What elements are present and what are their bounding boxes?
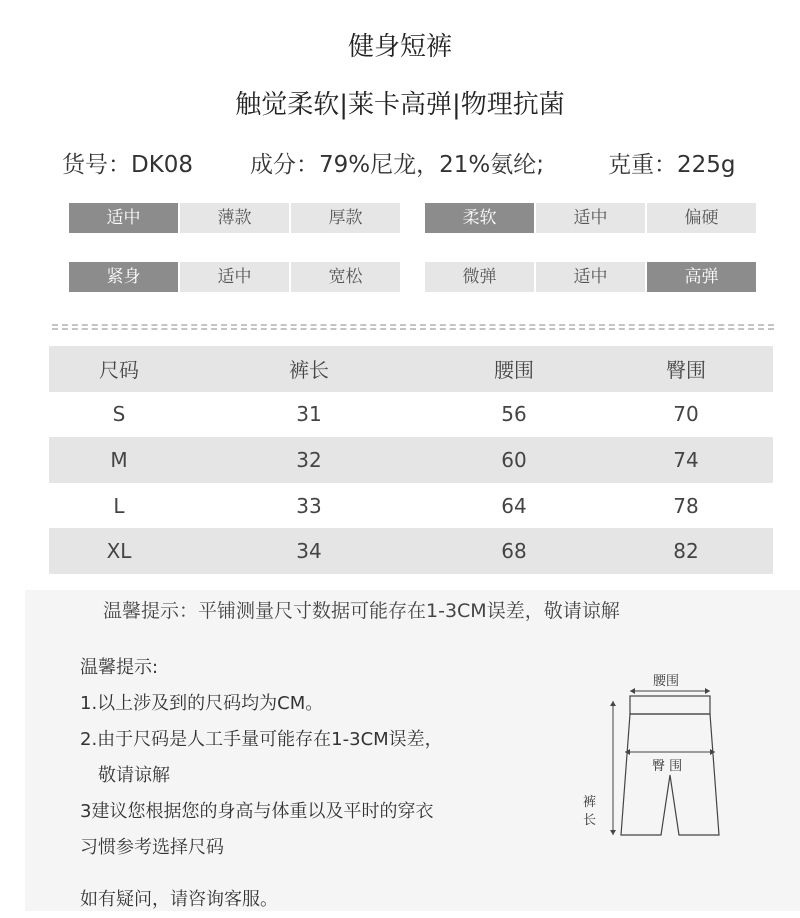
cell-hip: 74 [673,447,699,472]
elasticity-option: 适中 [536,262,645,292]
product-title: 健身短裤 [347,32,452,62]
table-header-row [49,346,773,392]
tip-item: 敬请谅解 [98,765,170,786]
length-label: 裤 [583,795,597,810]
cell-hip: 78 [673,493,699,518]
tip-item: 1.以上涉及到的尺码均为CM。 [80,693,324,714]
softness-option: 柔软 [425,203,534,233]
cell-waist: 60 [501,447,527,472]
cell-size: XL [106,539,132,564]
product-subtitle: 触觉柔软|莱卡高弹|物理抗菌 [235,90,565,120]
fit-scale [69,262,400,292]
fabric-weight: 克重：225g [608,152,736,178]
table-row [49,392,773,438]
softness-option: 偏硬 [647,203,756,233]
cell-waist: 56 [501,402,527,427]
elasticity-scale [425,262,756,292]
item-number: 货号：DK08 [62,152,194,178]
tips-heading: 温馨提示: [80,657,159,678]
length-label: 长 [583,813,597,828]
table-row [49,437,773,483]
cell-size: M [110,447,128,472]
softness-scale [425,203,756,233]
col-header-waist: 腰围 [494,358,534,383]
tip-item: 3建议您根据您的身高与体重以及平时的穿衣 [80,801,434,822]
shorts-diagram [575,665,735,845]
table-row [49,528,773,574]
cell-length: 33 [296,493,322,518]
col-header-hip: 臀围 [666,358,706,383]
size-table [49,346,773,574]
composition: 成分：79%尼龙，21%氨纶; [250,152,544,178]
table-row [49,483,773,529]
fit-option: 宽松 [291,262,400,292]
cell-length: 34 [296,539,322,564]
waist-label: 腰围 [653,674,680,689]
divider [52,324,774,326]
cell-length: 31 [296,402,322,427]
tips-list [80,650,443,918]
measurement-notice: 温馨提示：平铺测量尺寸数据可能存在1-3CM误差，敬请谅解 [103,600,620,622]
elasticity-option: 微弹 [425,262,534,292]
thickness-option: 厚款 [291,203,400,233]
thickness-option: 适中 [69,203,178,233]
cell-hip: 70 [673,402,699,427]
thickness-scale [69,203,400,233]
cell-waist: 68 [501,539,527,564]
tip-item: 如有疑问，请咨询客服。 [80,889,278,910]
cell-size: S [112,402,126,427]
hip-label: 臀 围 [652,759,683,774]
divider [52,328,774,330]
fit-option: 紧身 [69,262,178,292]
tip-item: 2.由于尺码是人工手量可能存在1-3CM误差， [80,729,443,750]
elasticity-option: 高弹 [647,262,756,292]
fit-option: 适中 [180,262,289,292]
cell-waist: 64 [501,493,527,518]
softness-option: 适中 [536,203,645,233]
cell-size: L [113,493,125,518]
col-header-size: 尺码 [99,358,139,383]
cell-hip: 82 [673,539,699,564]
cell-length: 32 [296,447,322,472]
tip-item: 习惯参考选择尺码 [80,837,224,858]
col-header-length: 裤长 [289,358,329,383]
thickness-option: 薄款 [180,203,289,233]
